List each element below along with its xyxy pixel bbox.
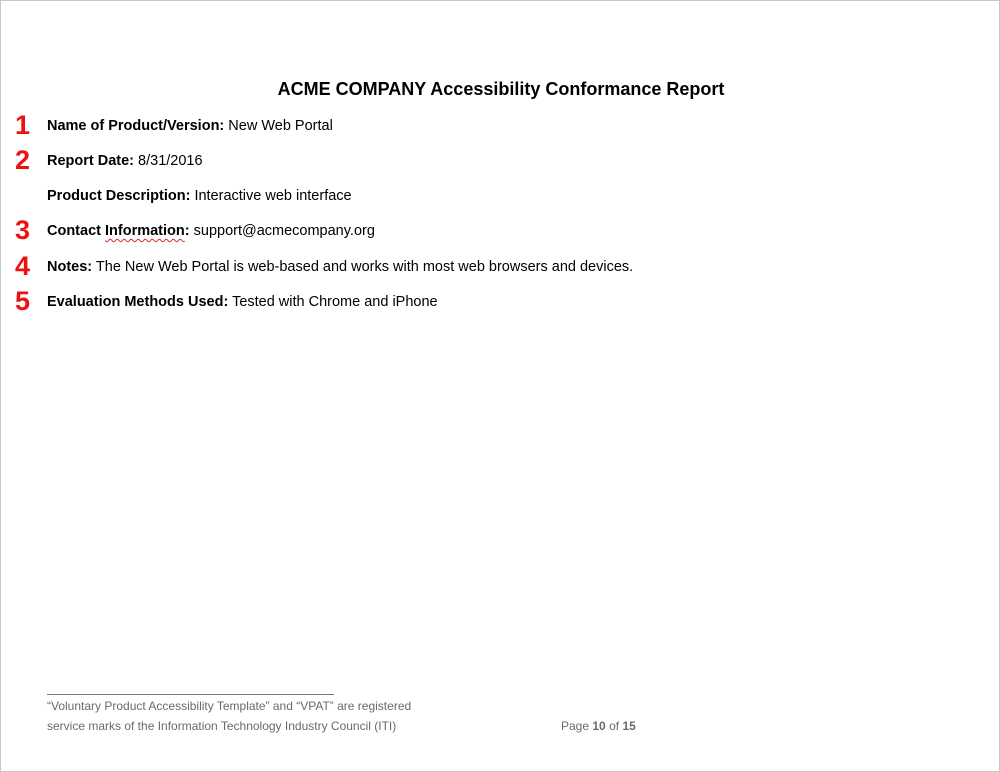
annotation-marker-3: 3 — [15, 215, 31, 245]
annotation-marker-5: 5 — [15, 286, 31, 316]
field-label: Name of Product/Version: — [47, 118, 225, 134]
field-contact-information — [47, 222, 375, 240]
spellcheck-flagged-word[interactable]: Information — [105, 223, 185, 239]
annotation-marker-4: 4 — [15, 251, 31, 281]
report-title: ACME COMPANY Accessibility Conformance Report — [277, 79, 725, 99]
page-word: Page — [561, 719, 590, 733]
field-label-part: : — [184, 223, 190, 239]
annotation-marker-1: 1 — [15, 110, 31, 140]
annotation-marker-2: 2 — [15, 145, 31, 175]
field-value: Interactive web interface — [194, 188, 352, 204]
field-value: 8/31/2016 — [138, 153, 203, 169]
field-value: Tested with Chrome and iPhone — [232, 294, 438, 310]
page-total: 15 — [622, 719, 636, 733]
field-value: support@acmecompany.org — [193, 223, 375, 239]
field-label-part: Contact — [47, 223, 105, 239]
footnote-line-1: “Voluntary Product Accessibility Template” and “VPAT” are registered — [47, 699, 412, 713]
field-label: Product Description: — [47, 188, 191, 204]
field-label: Evaluation Methods Used: — [47, 294, 229, 310]
field-label — [47, 223, 190, 239]
field-label: Notes: — [47, 259, 93, 275]
page-current: 10 — [592, 719, 606, 733]
page-number — [561, 719, 636, 734]
footnote-line-2: service marks of the Information Technology Industry Council (ITI) — [47, 719, 397, 733]
page-of: of — [609, 719, 620, 733]
field-report-date — [47, 152, 203, 170]
field-product-description — [47, 187, 352, 205]
field-value: New Web Portal — [228, 118, 333, 134]
field-product-version — [47, 117, 333, 135]
field-value: The New Web Portal is web-based and works with most web browsers and devices. — [95, 259, 634, 275]
field-label: Report Date: — [47, 153, 135, 169]
field-notes — [47, 258, 633, 276]
footnote-separator — [47, 694, 334, 695]
field-evaluation-methods — [47, 293, 438, 311]
